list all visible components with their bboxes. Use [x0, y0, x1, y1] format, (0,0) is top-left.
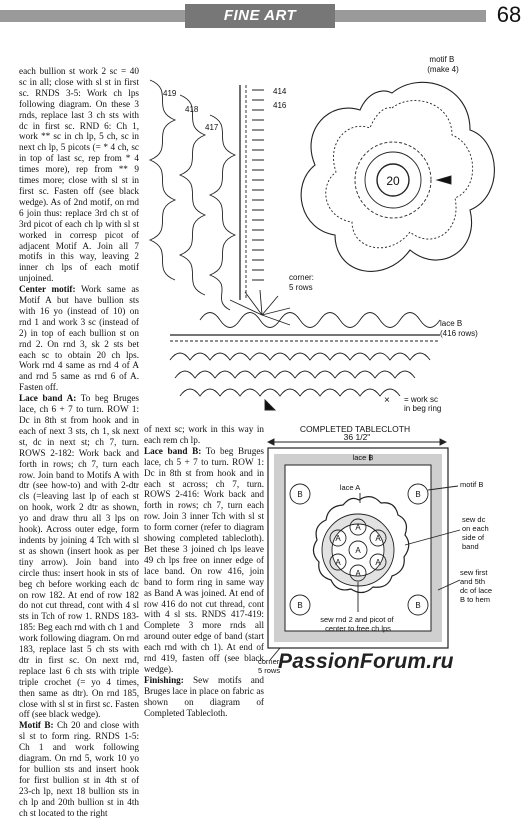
page-number: 68	[486, 0, 532, 30]
motif-b-letter-br: B	[415, 601, 421, 610]
motif-b-label-line2: (make 4)	[427, 65, 459, 74]
sew-dc-line4: band	[462, 542, 479, 551]
tablecloth-title: COMPLETED TABLECLOTH	[299, 424, 411, 434]
corner-tc-line1: corner:	[258, 657, 282, 666]
width-arrow-left	[268, 439, 274, 445]
sew-dc-line2: on each	[462, 524, 489, 533]
watermark: PassionForum.ru	[278, 650, 454, 673]
sew-first-line4: B to hem	[460, 595, 491, 604]
label-lace-a: lace A	[339, 483, 361, 492]
motif-b-heading: Motif B:	[19, 720, 54, 731]
sew-dc-line3: side of	[462, 533, 485, 542]
motif-b-instructions	[19, 720, 139, 818]
sew-first-line2: and 5th	[460, 577, 486, 586]
motif-a-letter-ll: A	[335, 558, 341, 567]
row-label-419: 419	[163, 89, 177, 98]
corner-label-line1: corner:	[289, 273, 314, 282]
row-label-418: 418	[185, 105, 199, 114]
label-sew-rnd	[320, 615, 395, 633]
lace-band-b-heading: Lace band B:	[144, 445, 202, 456]
label-sew-first	[460, 568, 494, 604]
lace-band-b-text: To beg Bruges lace, ch 5 + 7 to turn. ROW 1: Dc in 8th st from hook and in each st across; ch 7, turn. ROWS 2-416: Work back and forth in rows; ch 7, turn each row. Join 3 inner Tch with sl st to form corner (refer to diagram showing completed tablecloth). Bet these 3 joined ch lps leave 49 ch lps free on inner edge of lace band. On row 416, join band to form ring in same way as Band A was joined. At end of row 416 do not cut thread, cont with 4 sl sts. RNDS 417-419: Complete 3 more rnds all around outer edge of band (start each rnd with ch 1). At end of rnd 419, fasten off (see black wedge).	[144, 445, 264, 674]
sew-first-line1: sew first	[460, 568, 488, 577]
motif-a-letter-top: A	[355, 523, 361, 532]
finishing-heading: Finishing:	[144, 674, 184, 685]
motif-a-letter-ul: A	[335, 534, 341, 543]
center-motif-text: Work same as Motif A but have bullion sts with 16 yo (instead of 10) on rnd 1 and work 3 sc (instead of 2) in top of each bullion st on rnd 2. On rnd 3, sk 2 sts bet each sc to obtain 20 ch lps. Work rnd 4 same as rnd 4 of A and rnd 5 same as rnd 6 of A. Fasten off.	[19, 284, 139, 393]
legend-sc-symbol: ×	[384, 395, 390, 406]
motif-b-letter-tl: B	[297, 490, 303, 499]
motif-a-text: each bullion st work 2 sc = 40 sc in all; close with sl st in first sc. RNDS 3-5: Work ch lps following diagram. On these 3 rnds, replace last 3 ch sts with dc in first sc. RND 6: Ch 1, work ** sc in ch lp, 5 ch, sc in next ch lp, 5 picots (= * 4 ch, sc in top of last sc, rep from * 4 times more), rep from ** 9 times more; close with sl st in first sc. Fasten off (see black wedge). As of 2nd motif, on rnd 6 join thus: replace 3rd ch st of 3rd picot of each ch lp with sl st worked in corresp picot of adjacent Motif A. Join all 7 motifs in this way, leaving 2 inner ch lps of each motif unjoined.	[19, 66, 139, 284]
motif-a-letter-bottom: A	[355, 569, 361, 578]
center-motif-heading: Center motif:	[19, 284, 76, 295]
motif-a-letter-center: A	[355, 546, 361, 555]
sew-rnd-line1: sew rnd 2 and picot of	[320, 615, 394, 624]
motif-b-center-number: 20	[386, 174, 400, 188]
label-motif-b: motif B	[460, 480, 484, 489]
lace-b-label-line1: lace B	[440, 319, 463, 328]
finishing-text: Sew motifs and Bruges lace in place on fabric as shown on diagram of Completed Tablecloth.	[144, 674, 264, 718]
tablecloth-width: 36 1/2"	[343, 432, 371, 442]
label-lace-b: lace B	[352, 453, 374, 462]
lace-band-a-heading: Lace band A:	[19, 393, 77, 404]
motif-b-label-line1: motif B	[429, 55, 455, 64]
sew-first-line3: dc of lace	[460, 586, 493, 595]
label-sew-dc	[462, 515, 491, 551]
motif-b-text: Ch 20 and close with sl st to form ring. RNDS 1-5: Ch 1 and work following diagram. On rnd 5, work 10 yo for bullion sts and insert hook for first bullion st in 4th st of 23-ch lp, next 18 bullion sts in ch lp and 20th bullion st in 4th ch st located to the right	[19, 720, 140, 818]
sew-rnd-line2: center to free ch lps	[325, 624, 391, 633]
legend-sc-line1: = work sc	[404, 395, 439, 404]
motif-b-continued-text: of next sc; work in this way in each rem ch lp.	[144, 424, 264, 445]
section-title: FINE ART CROCHET	[185, 4, 335, 28]
motif-b-letter-bl: B	[297, 601, 303, 610]
corner-tc-line2: 5 rows	[258, 666, 281, 675]
lace-band-a-text: To beg Bruges lace, ch 6 + 7 to turn. ROW 1: Dc in 8th st from hook and in each of next 3 sts, ch 1, sk next st, dc in next st; ch 7, turn. ROWS 2-182: Work back and forth in rows; ch 7, turn each row. Join band to Motifs A with dtr (see how-to) and with 2-dtr cls (=leaving last lp of each st on hook, work 2 dtr as shown, yo and draw thru all 3 lps on hook). Across outer edge, form indents by joining 4 Tch with sl st as shown (insert hook as per tiny arrow). Join band into circle thus: insert hook in sts of beg ch before working each dc on row 182. At end of row 182 do not cut thread, cont with 4 sl sts in Tch of row 1. RNDS 183-185: Beg each rnd with ch 1 and work following diagram. On rnd 183, replace last 5 ch sts with dtr in first sc. On next rnd, replace last 6 ch sts with triple triple crochet (= yo 4 times, then same as dtr). On rnd 185, close with sl st in first sc. Fasten off (see black wedge).	[19, 393, 139, 720]
legend-sc-line2: in beg ring	[404, 404, 442, 413]
row-label-416: 416	[273, 101, 287, 110]
width-arrow-right	[440, 439, 446, 445]
corner-label-line2: 5 rows	[289, 283, 313, 292]
row-label-414: 414	[273, 87, 287, 96]
motif-a-letter-ur: A	[375, 534, 381, 543]
motif-b-letter-tr: B	[415, 490, 421, 499]
sew-dc-line1: sew dc	[462, 515, 486, 524]
row-label-417: 417	[205, 123, 219, 132]
lace-b-label-line2: (416 rows)	[440, 329, 478, 338]
motif-a-letter-lr: A	[375, 558, 381, 567]
